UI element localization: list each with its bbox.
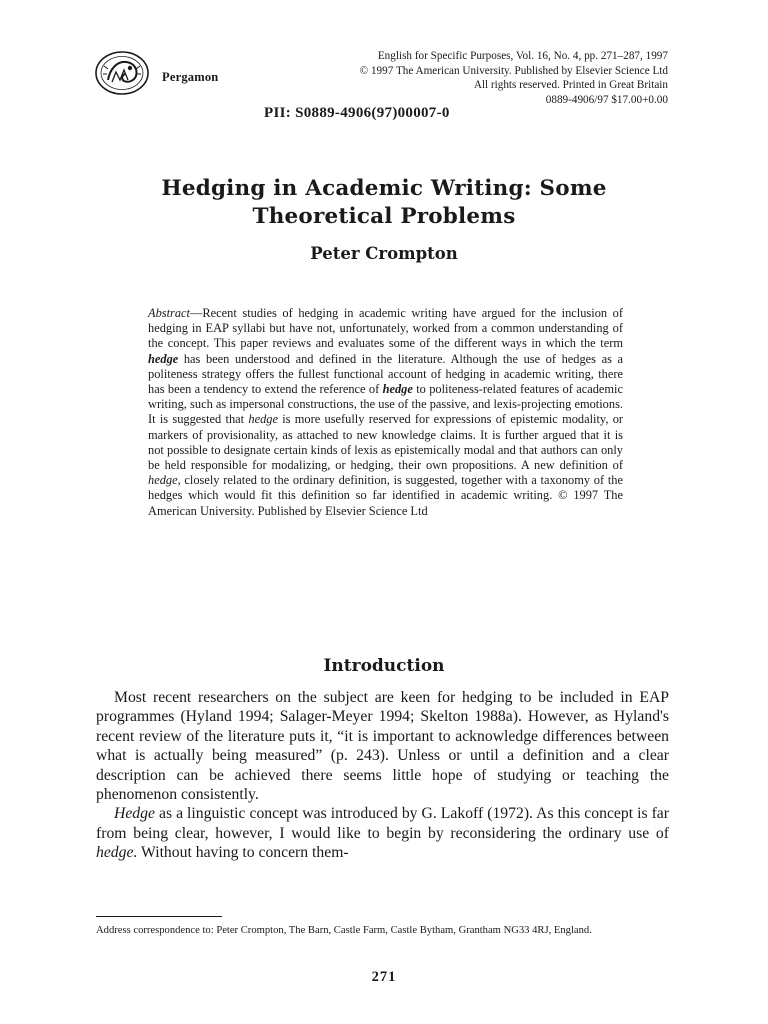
abstract-text: is more usefully reserved for expressions of epistemic modality, or markers of provisionality, as attached to new knowledge claims. It is further argued that it is not possible to designate certain kinds of lexis as epistemically modal and that authors can only be held responsible for modalizing, or hedging, their own propositions. A new definition of bbox=[148, 412, 624, 473]
paragraph-text: Without having to concern them- bbox=[137, 844, 349, 862]
abstract-text: to politeness-related features of academic writing, such as impersonal constructions, the use of the passive, and lexis-projecting emotions. It is suggested that bbox=[148, 382, 623, 427]
title-line: Hedging in Academic Writing: Some bbox=[161, 176, 607, 201]
abstract-label: Abstract bbox=[148, 306, 190, 320]
section-heading-introduction: Introduction bbox=[323, 656, 445, 676]
journal-line: All rights reserved. Printed in Great Britain bbox=[473, 79, 668, 92]
abstract-text: closely related to the ordinary definition, is suggested, together with a taxonomy of the hedges which would fit this definition so far identified in academic writing. © 1997 The American University. Published by Elsevier Science Ltd bbox=[148, 473, 623, 518]
paragraph bbox=[96, 804, 669, 862]
paragraph-emphasis: hedge. bbox=[96, 844, 138, 862]
footnote-divider bbox=[96, 916, 222, 917]
abstract-emphasis: hedge, bbox=[148, 473, 181, 488]
footnote-correspondence: Address correspondence to: Peter Crompton, The Barn, Castle Farm, Castle Bytham, Grantham NG33 4RJ, England. bbox=[96, 925, 592, 936]
publisher-name: Pergamon bbox=[162, 70, 219, 84]
journal-citation bbox=[360, 49, 668, 107]
title-line: Theoretical Problems bbox=[252, 204, 516, 229]
page-number: 271 bbox=[371, 969, 397, 985]
pergamon-logo-icon bbox=[94, 50, 150, 96]
journal-line: English for Specific Purposes, Vol. 16, No. 4, pp. 271–287, 1997 bbox=[377, 50, 668, 62]
abstract bbox=[148, 306, 623, 519]
pii-identifier: PII: S0889-4906(97)00007-0 bbox=[264, 105, 450, 121]
abstract-emphasis: hedge bbox=[382, 382, 413, 397]
paragraph: Most recent researchers on the subject are keen for hedging to be included in EAP programmes (Hyland 1994; Salager-Meyer 1994; Skelton 1988a). However, as Hyland's recent review of the literature puts it, “it is important to acknowledge differences between what is actually being measured” (p. 243). Unless or until a definition and a clear description can be achieved there seems little hope of studying or teaching the phenomenon consistently. bbox=[96, 689, 669, 804]
abstract-emphasis: hedge bbox=[248, 412, 278, 427]
abstract-emphasis: hedge bbox=[148, 351, 179, 366]
paragraph-text: as a linguistic concept was introduced by G. Lakoff (1972). As this concept is far from being clear, however, I would like to begin by reconsidering the ordinary use of bbox=[96, 805, 669, 842]
body-text bbox=[96, 688, 669, 863]
abstract-text: —Recent studies of hedging in academic writing have argued for the inclusion of hedging in EAP syllabi but have not, unfortunately, worked from a common understanding of the concept. This paper reviews and evaluates some of the different ways in which the term bbox=[148, 306, 623, 351]
author-name: Peter Crompton bbox=[310, 244, 458, 263]
paragraph-emphasis: Hedge bbox=[114, 805, 155, 823]
journal-line: 0889-4906/97 $17.00+0.00 bbox=[545, 93, 668, 106]
abstract-text: has been understood and defined in the literature. Although the use of hedges as a politeness strategy offers the fullest functional account of hedging in academic writing, there has been a tendency to extend the reference of bbox=[148, 351, 623, 397]
article-title bbox=[0, 175, 768, 231]
journal-line: © 1997 The American University. Published by Elsevier Science Ltd bbox=[359, 64, 668, 77]
